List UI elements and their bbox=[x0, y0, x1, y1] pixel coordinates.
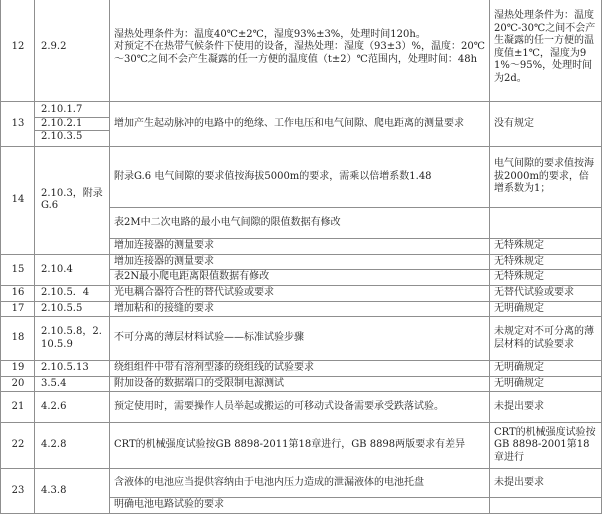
clause-number: 2.10.1.7 bbox=[35, 104, 109, 118]
table-row bbox=[1, 376, 602, 392]
description-line: 对预定不在热带气候条件下使用的设备，湿热处理：湿度（93±3）%，温度：20℃～30℃之间不会产生凝露的任一方便的温度值（t±2）℃范围内，处理时间：48h bbox=[114, 41, 485, 65]
clause-number: 2.10.2.1 bbox=[35, 118, 109, 132]
table-row bbox=[1, 392, 602, 423]
change-description: 增加产生起动脉冲的电路中的绝缘、工作电压和电气间隙、爬电距离的测量要求 bbox=[110, 102, 490, 147]
table-row bbox=[1, 423, 602, 469]
table-row bbox=[1, 469, 602, 498]
old-requirement: 无特殊规定 bbox=[490, 254, 602, 270]
table-row bbox=[1, 301, 602, 317]
row-number: 22 bbox=[1, 423, 35, 469]
old-requirement: 无明确规定 bbox=[490, 301, 602, 317]
clause-number: 3.5.4 bbox=[35, 376, 110, 392]
clause-number: 4.3.8 bbox=[35, 469, 110, 514]
description-line: 湿热处理条件为：温度40℃±2℃，湿度93%±3%，处理时间120h。 bbox=[114, 28, 426, 40]
change-description: 绕组组件中带有溶剂型漆的绕组线的试验要求 bbox=[110, 361, 490, 377]
change-description: 增加连接器的测量要求 bbox=[110, 254, 490, 270]
old-requirement: 电气间隙的要求值按海拔2000m的要求，倍增系数为1； bbox=[490, 147, 602, 208]
old-requirement bbox=[490, 498, 602, 514]
old-requirement: 未规定对不可分离的薄层材料的试验要求 bbox=[490, 317, 602, 361]
change-description: 附录G.6 电气间隙的要求值按海拔5000m的要求，需乘以倍增系数1.48 bbox=[110, 147, 490, 208]
table-row bbox=[1, 286, 602, 302]
change-description: 不可分离的薄层材料试验——标准试验步骤 bbox=[110, 317, 490, 361]
old-requirement: CRT的机械强度试验按GB 8898-2001第18章进行 bbox=[490, 423, 602, 469]
change-description: 增加粘和的接缝的要求 bbox=[110, 301, 490, 317]
table-row bbox=[1, 0, 602, 102]
clause-number: 2.10.5.8，2.10.5.9 bbox=[35, 317, 110, 361]
row-number: 23 bbox=[1, 469, 35, 514]
old-requirement: 没有规定 bbox=[490, 102, 602, 147]
change-description: 明确电池电路试验的要求 bbox=[110, 498, 490, 514]
change-description: 光电耦合器符合性的替代试验或要求 bbox=[110, 286, 490, 302]
row-number: 12 bbox=[1, 0, 35, 102]
table-row bbox=[1, 317, 602, 361]
change-description: 增加连接器的测量要求 bbox=[110, 239, 490, 255]
old-requirement: 无特殊规定 bbox=[490, 239, 602, 255]
row-number: 19 bbox=[1, 361, 35, 377]
clause-number: 4.2.6 bbox=[35, 392, 110, 423]
row-number: 14 bbox=[1, 147, 35, 255]
table-row bbox=[1, 147, 602, 208]
change-description: CRT的机械强度试验按GB 8898-2011第18章进行，GB 8898两版要求有差异 bbox=[110, 423, 490, 469]
clause-number: 2.10.5．4 bbox=[35, 286, 110, 302]
clause-list bbox=[35, 102, 110, 147]
table-row bbox=[1, 361, 602, 377]
change-description: 附加设备的数据端口的受限制电源测试 bbox=[110, 376, 490, 392]
change-description bbox=[110, 0, 490, 102]
change-description: 表2M中二次电路的最小电气间隙的限值数据有修改 bbox=[110, 208, 490, 239]
change-description: 表2N最小爬电距离限值数据有修改 bbox=[110, 270, 490, 286]
old-requirement: 无明确规定 bbox=[490, 361, 602, 377]
clause-number: 2.10.4 bbox=[35, 254, 110, 286]
clause-number: 2.10.3，附录G.6 bbox=[35, 147, 110, 255]
clause-number: 2.10.5.13 bbox=[35, 361, 110, 377]
old-requirement: 未提出要求 bbox=[490, 469, 602, 498]
table-row bbox=[1, 254, 602, 270]
clause-number: 4.2.8 bbox=[35, 423, 110, 469]
change-description: 预定使用时，需要操作人员举起或搬运的可移动式设备需要承受跌落试验。 bbox=[110, 392, 490, 423]
row-number: 21 bbox=[1, 392, 35, 423]
clause-number: 2.10.3.5 bbox=[41, 131, 83, 143]
old-requirement: 湿热处理条件为：温度20℃-30℃之间不会产生凝露的任一方便的温度值±1℃，湿度为91%～95%，处理时间为2d。 bbox=[490, 0, 602, 102]
table-row bbox=[1, 102, 602, 147]
row-number: 13 bbox=[1, 102, 35, 147]
old-requirement: 无替代试验或要求 bbox=[490, 286, 602, 302]
row-number: 20 bbox=[1, 376, 35, 392]
old-requirement: 无明确规定 bbox=[490, 376, 602, 392]
old-requirement: 无特殊规定 bbox=[490, 270, 602, 286]
row-number: 17 bbox=[1, 301, 35, 317]
clause-number: 2.10.5.5 bbox=[35, 301, 110, 317]
clause-number: 2.9.2 bbox=[35, 0, 110, 102]
old-requirement: 未提出要求 bbox=[490, 392, 602, 423]
row-number: 16 bbox=[1, 286, 35, 302]
change-description: 含液体的电池应当提供容纳由于电池内压力造成的泄漏液体的电池托盘 bbox=[110, 469, 490, 498]
row-number: 15 bbox=[1, 254, 35, 286]
old-requirement bbox=[490, 208, 602, 239]
row-number: 18 bbox=[1, 317, 35, 361]
